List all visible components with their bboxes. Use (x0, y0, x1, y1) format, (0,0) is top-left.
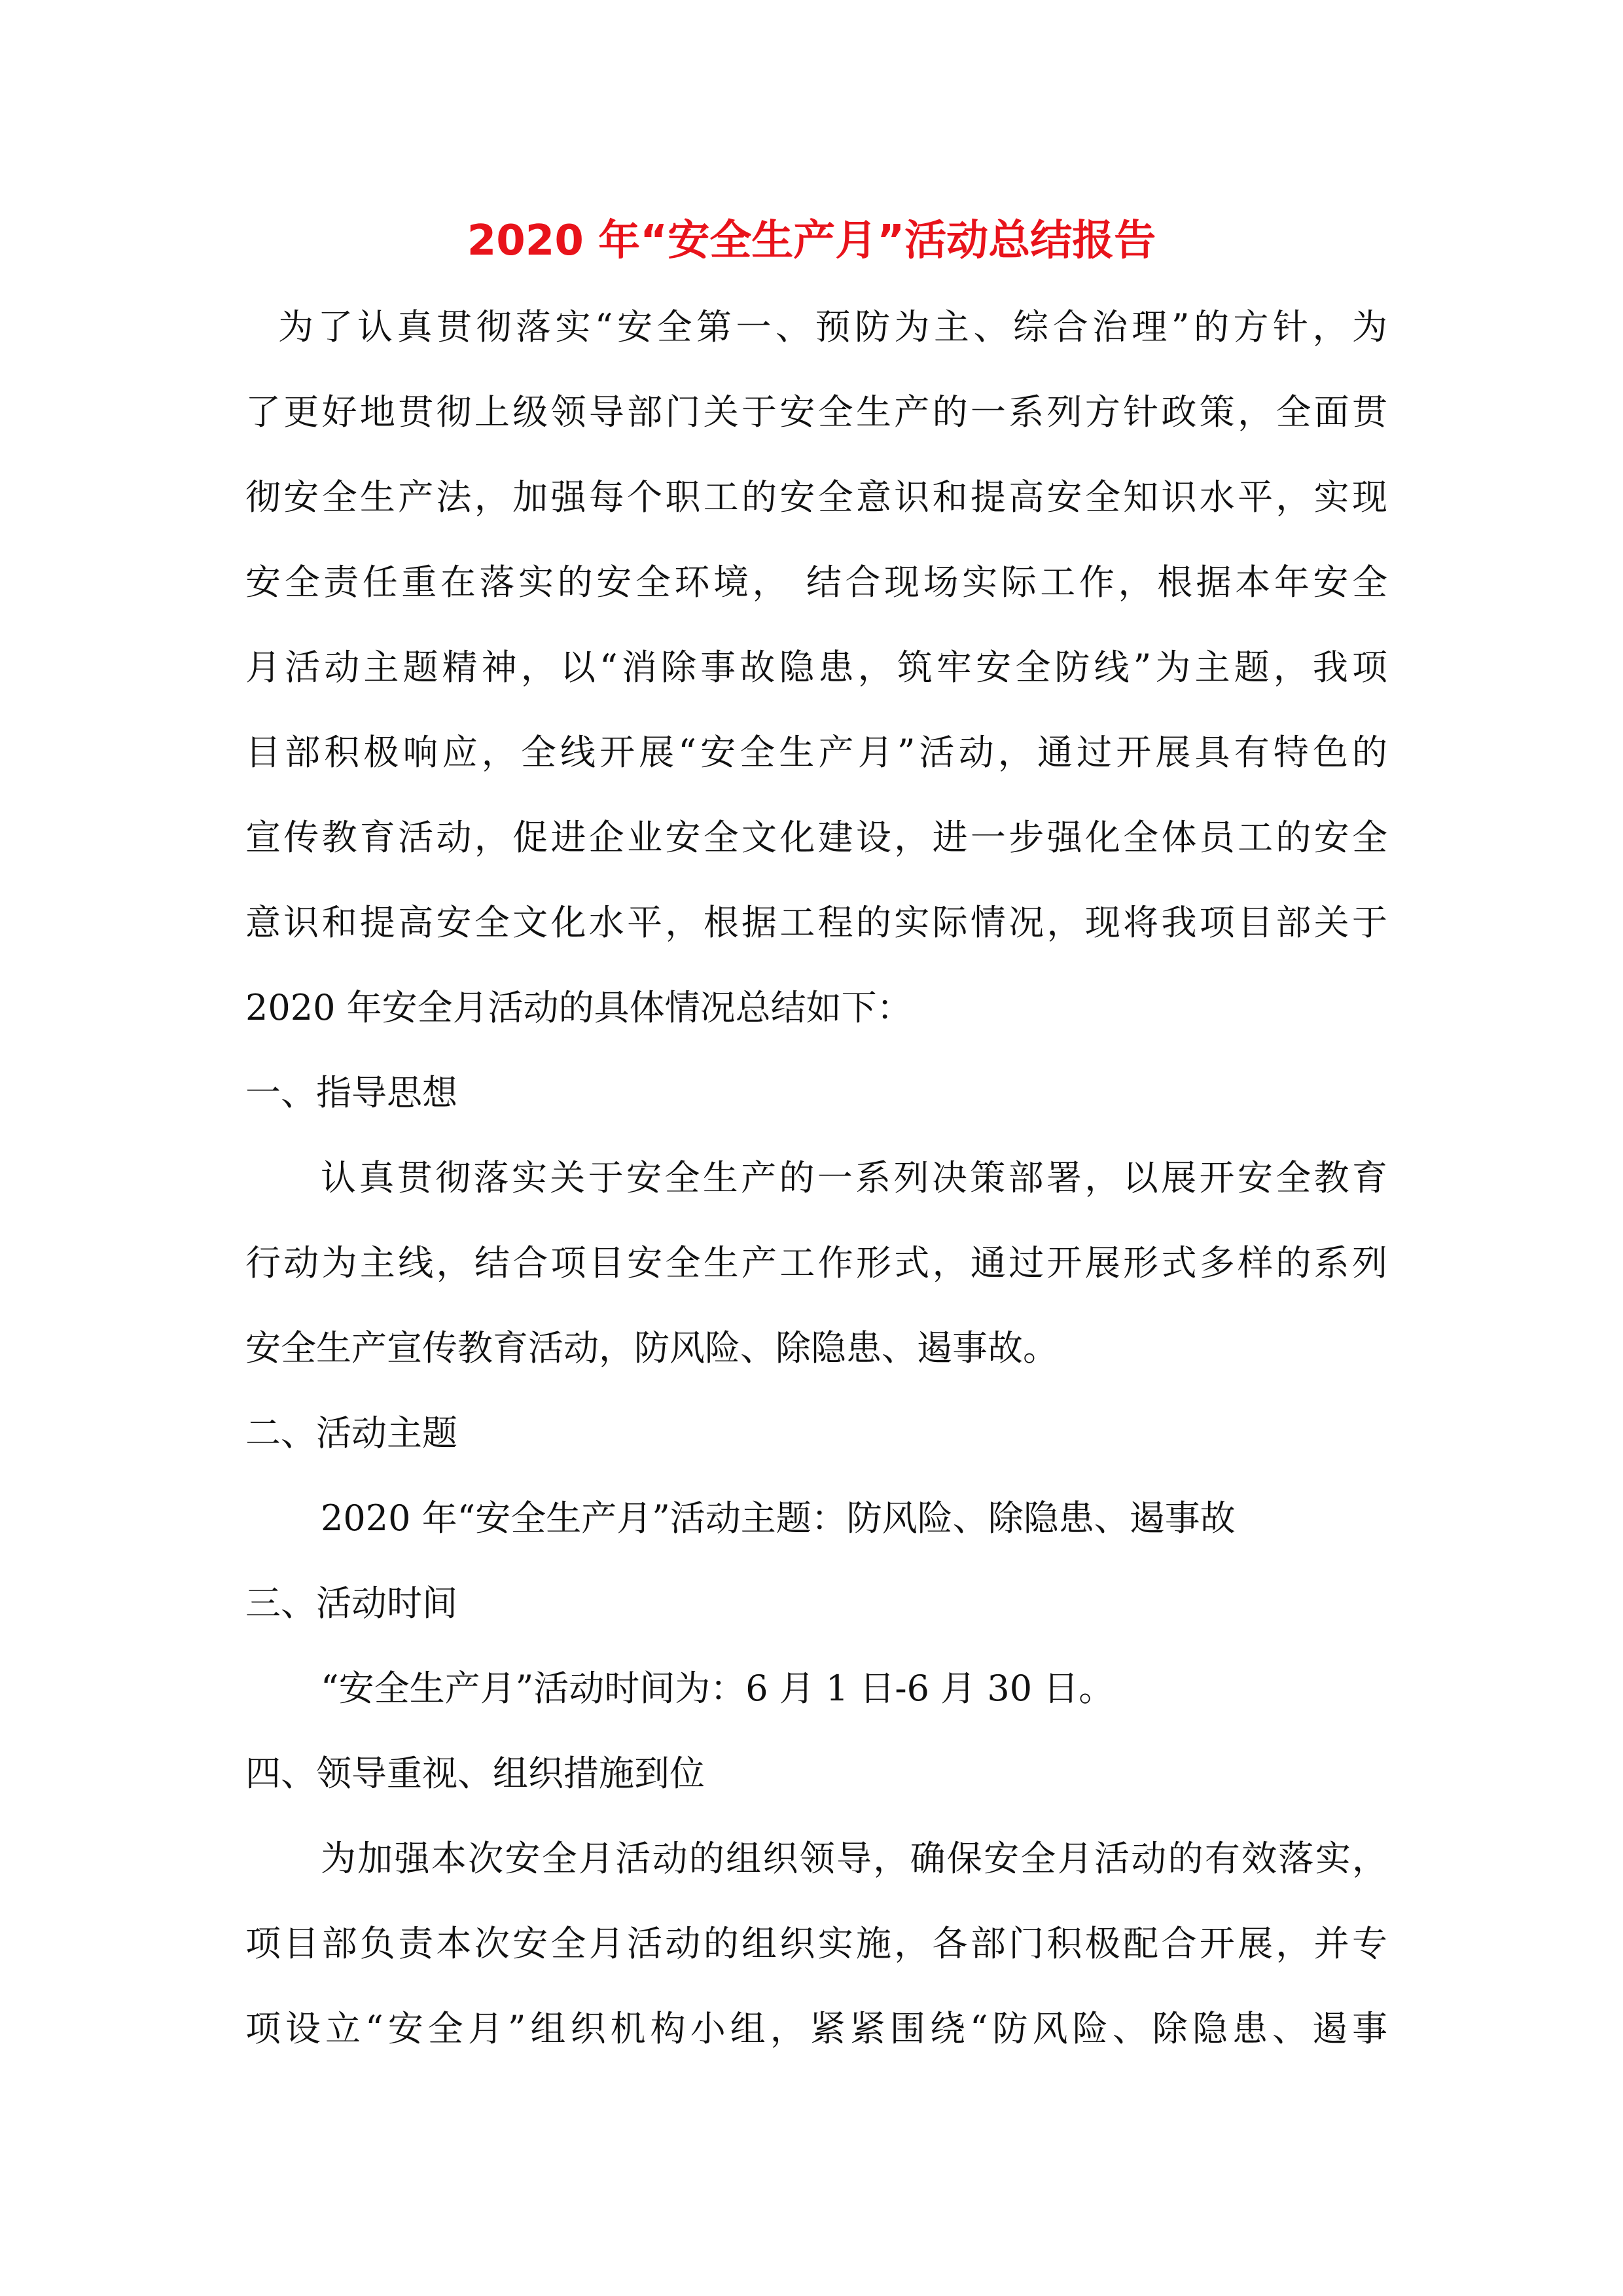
body-line: 宣传教育活动，促进企业安全文化建设，进一步强化全体员工的安全 (245, 817, 1387, 858)
body-line: 为加强本次安全月活动的组织领导，确保安全月活动的有效落实， (321, 1838, 1387, 1879)
body-line: 彻安全生产法，加强每个职工的安全意识和提高安全知识水平，实现 (245, 476, 1387, 518)
body-line: 行动为主线，结合项目安全生产工作形式，通过开展形式多样的系列 (245, 1242, 1387, 1283)
body-line: 2020 年安全月活动的具体情况总结如下： (245, 987, 912, 1028)
section-heading: 三、活动时间 (245, 1583, 457, 1624)
body-line: 为了认真贯彻落实“安全第一、预防为主、综合治理”的方针，为 (278, 306, 1387, 348)
body-line: 月活动主题精神，以“消除事故隐患，筑牢安全防线”为主题，我项 (245, 647, 1387, 688)
body-line: 安全生产宣传教育活动，防风险、除隐患、遏事故。 (245, 1327, 1058, 1369)
section-heading: 四、领导重视、组织措施到位 (245, 1753, 705, 1794)
body-line: 项设立“安全月”组织机构小组，紧紧围绕“防风险、除隐患、遏事 (245, 2008, 1387, 2049)
body-line: 2020 年“安全生产月”活动主题：防风险、除隐患、遏事故 (321, 1498, 1236, 1539)
section-heading: 二、活动主题 (245, 1412, 457, 1454)
body-line: 安全责任重在落实的安全环境， 结合现场实际工作，根据本年安全 (245, 562, 1387, 603)
body-line: “安全生产月”活动时间为：6 月 1 日-6 月 30 日。 (321, 1668, 1115, 1709)
body-line: 项目部负责本次安全月活动的组织实施，各部门积极配合开展，并专 (245, 1923, 1387, 1964)
body-line: 认真贯彻落实关于安全生产的一系列决策部署，以展开安全教育 (321, 1157, 1387, 1198)
document-title: 2020 年“安全生产月”活动总结报告 (467, 217, 1156, 265)
body-line: 目部积极响应，全线开展“安全生产月”活动，通过开展具有特色的 (245, 732, 1387, 773)
section-heading: 一、指导思想 (245, 1072, 457, 1113)
body-line: 意识和提高安全文化水平，根据工程的实际情况，现将我项目部关于 (245, 902, 1387, 943)
body-line: 了更好地贯彻上级领导部门关于安全生产的一系列方针政策，全面贯 (245, 391, 1387, 433)
